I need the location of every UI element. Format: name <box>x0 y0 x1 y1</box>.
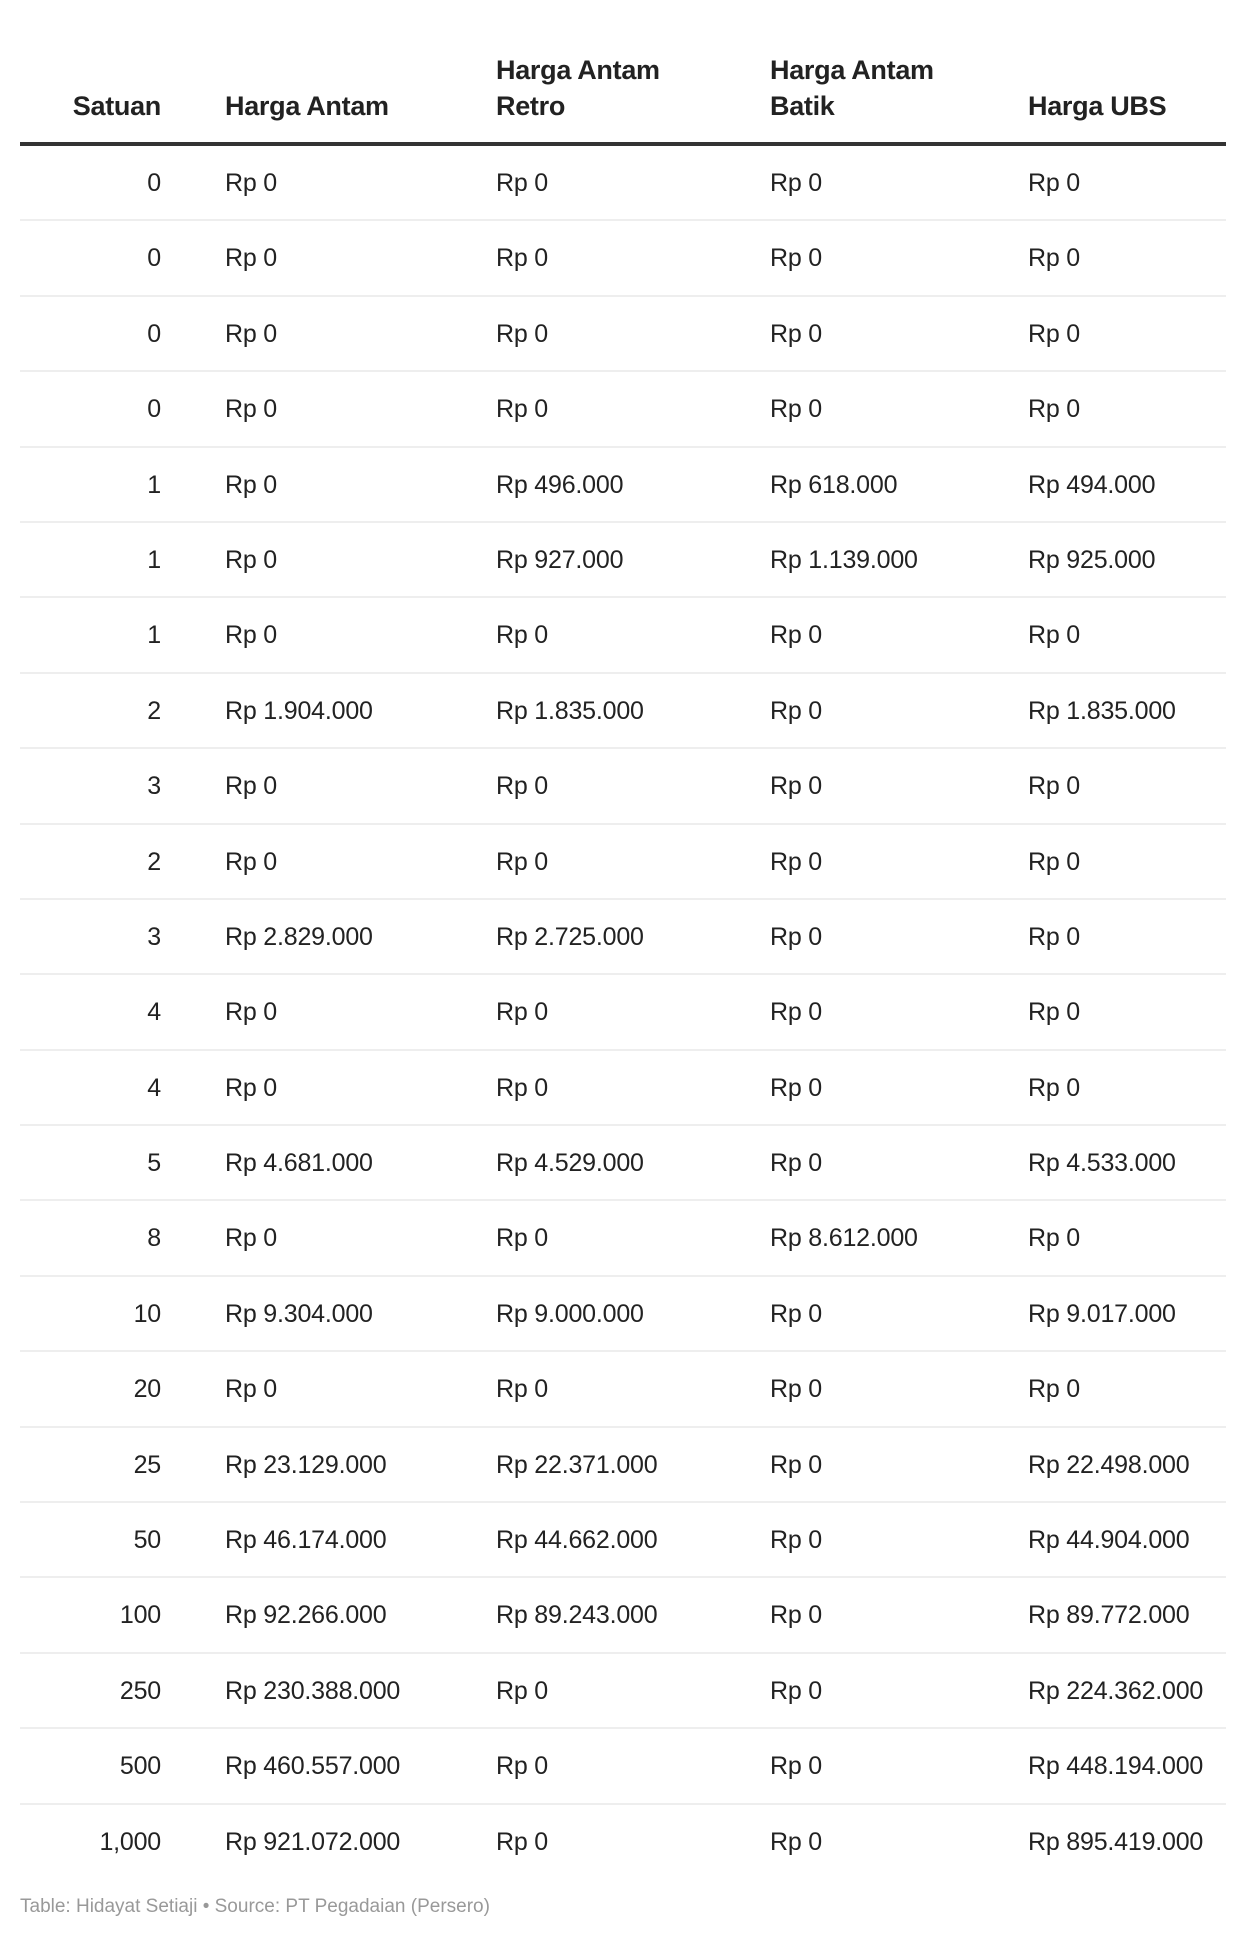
cell-satuan: 0 <box>147 395 161 424</box>
cell-harga-antam-batik: Rp 0 <box>770 922 823 951</box>
cell-satuan: 1 <box>147 621 161 650</box>
cell-harga-antam-retro: Rp 44.662.000 <box>496 1526 658 1555</box>
table-row <box>20 749 1226 824</box>
cell-harga-antam-batik: Rp 0 <box>770 1601 823 1630</box>
cell-satuan: 0 <box>147 244 161 273</box>
cell-harga-antam: Rp 0 <box>225 998 278 1027</box>
cell-harga-antam-retro: Rp 0 <box>496 998 549 1027</box>
table-row <box>20 1201 1226 1276</box>
cell-harga-antam: Rp 92.266.000 <box>225 1601 387 1630</box>
cell-satuan: 2 <box>147 696 161 725</box>
table-row <box>20 1805 1226 1878</box>
cell-harga-ubs: Rp 44.904.000 <box>1028 1526 1190 1555</box>
table-footer-source: Table: Hidayat Setiaji • Source: PT Pegadaian (Persero) <box>20 1896 490 1917</box>
cell-harga-ubs: Rp 1.835.000 <box>1028 696 1176 725</box>
cell-harga-antam-batik: Rp 0 <box>770 319 823 348</box>
cell-harga-antam-retro: Rp 0 <box>496 1752 549 1781</box>
cell-harga-ubs: Rp 0 <box>1028 621 1081 650</box>
cell-harga-antam-retro: Rp 2.725.000 <box>496 922 644 951</box>
cell-satuan: 5 <box>147 1149 161 1178</box>
cell-harga-antam-batik: Rp 0 <box>770 1526 823 1555</box>
cell-satuan: 0 <box>147 169 161 197</box>
cell-harga-antam-batik: Rp 0 <box>770 1073 823 1102</box>
table-row <box>20 297 1226 372</box>
cell-satuan: 4 <box>147 998 161 1027</box>
cell-satuan: 1 <box>147 545 161 574</box>
cell-harga-antam: Rp 460.557.000 <box>225 1752 401 1781</box>
table-row <box>20 221 1226 296</box>
table-row <box>20 674 1226 749</box>
table-row <box>20 1578 1226 1653</box>
cell-harga-antam-retro: Rp 927.000 <box>496 545 624 574</box>
cell-harga-ubs: Rp 0 <box>1028 395 1081 424</box>
header-harga-antam: Harga Antam <box>225 91 389 121</box>
cell-harga-ubs: Rp 0 <box>1028 1073 1081 1102</box>
table-row <box>20 1352 1226 1427</box>
table-row <box>20 146 1226 221</box>
table-row <box>20 1503 1226 1578</box>
cell-harga-ubs: Rp 0 <box>1028 1224 1081 1253</box>
cell-harga-antam: Rp 23.129.000 <box>225 1450 387 1479</box>
cell-harga-antam-batik: Rp 0 <box>770 395 823 424</box>
cell-satuan: 100 <box>119 1601 161 1630</box>
cell-satuan: 250 <box>119 1676 161 1705</box>
cell-harga-ubs: Rp 224.362.000 <box>1028 1676 1204 1705</box>
cell-harga-antam-batik: Rp 0 <box>770 169 823 197</box>
cell-harga-antam: Rp 0 <box>225 621 278 650</box>
cell-harga-antam: Rp 230.388.000 <box>225 1676 401 1705</box>
cell-harga-ubs: Rp 0 <box>1028 922 1081 951</box>
gold-price-table <box>20 0 1226 1878</box>
table-row <box>20 523 1226 598</box>
table-row <box>20 1126 1226 1201</box>
cell-harga-antam-retro: Rp 0 <box>496 1224 549 1253</box>
cell-satuan: 3 <box>147 772 161 801</box>
table-row <box>20 975 1226 1050</box>
cell-harga-antam: Rp 46.174.000 <box>225 1526 387 1555</box>
cell-harga-antam-retro: Rp 9.000.000 <box>496 1299 644 1328</box>
cell-harga-ubs: Rp 0 <box>1028 319 1081 348</box>
cell-harga-antam-batik: Rp 0 <box>770 621 823 650</box>
cell-harga-ubs: Rp 0 <box>1028 772 1081 801</box>
header-satuan: Satuan <box>72 91 161 121</box>
cell-harga-antam: Rp 2.829.000 <box>225 922 373 951</box>
cell-satuan: 2 <box>147 847 161 876</box>
cell-harga-ubs: Rp 494.000 <box>1028 470 1156 499</box>
table-row <box>20 598 1226 673</box>
cell-satuan: 4 <box>147 1073 161 1102</box>
table-row <box>20 372 1226 447</box>
cell-harga-antam-retro: Rp 0 <box>496 244 549 273</box>
cell-harga-antam-retro: Rp 0 <box>496 621 549 650</box>
cell-harga-antam-batik: Rp 8.612.000 <box>770 1224 918 1253</box>
cell-harga-antam-retro: Rp 0 <box>496 169 549 197</box>
table-row <box>20 1654 1226 1729</box>
cell-harga-ubs: Rp 0 <box>1028 1375 1081 1404</box>
cell-harga-ubs: Rp 0 <box>1028 244 1081 273</box>
cell-satuan: 10 <box>133 1299 161 1328</box>
cell-harga-antam-retro: Rp 0 <box>496 319 549 348</box>
cell-satuan: 25 <box>133 1450 161 1479</box>
cell-harga-antam-retro: Rp 496.000 <box>496 470 624 499</box>
cell-harga-antam: Rp 0 <box>225 772 278 801</box>
cell-harga-antam-batik: Rp 0 <box>770 1375 823 1404</box>
cell-harga-antam: Rp 0 <box>225 169 278 197</box>
cell-harga-antam-retro: Rp 22.371.000 <box>496 1450 658 1479</box>
cell-harga-antam: Rp 0 <box>225 1375 278 1404</box>
table-row <box>20 825 1226 900</box>
cell-harga-antam-retro: Rp 1.835.000 <box>496 696 644 725</box>
cell-harga-antam-batik: Rp 1.139.000 <box>770 545 918 574</box>
cell-harga-antam-batik: Rp 0 <box>770 772 823 801</box>
cell-harga-antam-retro: Rp 0 <box>496 1827 549 1856</box>
cell-harga-ubs: Rp 448.194.000 <box>1028 1752 1204 1781</box>
cell-harga-antam: Rp 0 <box>225 395 278 424</box>
cell-harga-ubs: Rp 9.017.000 <box>1028 1299 1176 1328</box>
cell-harga-antam-batik: Rp 0 <box>770 1827 823 1856</box>
cell-harga-antam-batik: Rp 0 <box>770 1299 823 1328</box>
cell-harga-antam-retro: Rp 0 <box>496 1073 549 1102</box>
cell-satuan: 1 <box>147 470 161 499</box>
cell-harga-antam-retro: Rp 0 <box>496 395 549 424</box>
cell-harga-antam-batik: Rp 0 <box>770 1149 823 1178</box>
cell-harga-antam-batik: Rp 0 <box>770 1450 823 1479</box>
cell-satuan: 8 <box>147 1224 161 1253</box>
cell-satuan: 500 <box>119 1752 161 1781</box>
cell-harga-antam: Rp 1.904.000 <box>225 696 373 725</box>
table-row <box>20 1428 1226 1503</box>
cell-harga-antam-batik: Rp 0 <box>770 696 823 725</box>
cell-harga-antam: Rp 0 <box>225 1224 278 1253</box>
cell-harga-ubs: Rp 89.772.000 <box>1028 1601 1190 1630</box>
cell-harga-ubs: Rp 0 <box>1028 847 1081 876</box>
cell-harga-antam: Rp 4.681.000 <box>225 1149 373 1178</box>
table-row <box>20 900 1226 975</box>
cell-harga-antam-batik: Rp 618.000 <box>770 470 898 499</box>
cell-harga-antam: Rp 0 <box>225 545 278 574</box>
table-body <box>20 146 1226 1878</box>
cell-harga-antam-batik: Rp 0 <box>770 1752 823 1781</box>
table-row <box>20 1729 1226 1804</box>
cell-harga-ubs: Rp 925.000 <box>1028 545 1156 574</box>
cell-harga-antam: Rp 0 <box>225 319 278 348</box>
cell-harga-ubs: Rp 22.498.000 <box>1028 1450 1190 1479</box>
cell-harga-antam-batik: Rp 0 <box>770 1676 823 1705</box>
cell-harga-ubs: Rp 895.419.000 <box>1028 1827 1204 1856</box>
cell-harga-antam-retro: Rp 0 <box>496 1676 549 1705</box>
cell-harga-antam: Rp 0 <box>225 1073 278 1102</box>
cell-harga-antam-retro: Rp 0 <box>496 847 549 876</box>
cell-harga-antam-retro: Rp 89.243.000 <box>496 1601 658 1630</box>
cell-harga-antam-batik: Rp 0 <box>770 244 823 273</box>
cell-harga-antam: Rp 0 <box>225 470 278 499</box>
cell-harga-antam: Rp 921.072.000 <box>225 1827 401 1856</box>
cell-harga-antam: Rp 9.304.000 <box>225 1299 373 1328</box>
table-row <box>20 448 1226 523</box>
header-harga-antam-retro: Harga Antam Retro <box>496 55 660 121</box>
cell-harga-ubs: Rp 0 <box>1028 998 1081 1027</box>
cell-harga-antam-batik: Rp 0 <box>770 847 823 876</box>
cell-harga-antam-retro: Rp 0 <box>496 772 549 801</box>
cell-harga-antam-retro: Rp 4.529.000 <box>496 1149 644 1178</box>
table-header <box>20 0 1226 146</box>
header-harga-antam-batik: Harga Antam Batik <box>770 55 934 121</box>
header-harga-ubs: Harga UBS <box>1028 91 1167 121</box>
cell-harga-antam: Rp 0 <box>225 847 278 876</box>
table-row <box>20 1051 1226 1126</box>
cell-harga-ubs: Rp 0 <box>1028 169 1081 197</box>
cell-harga-antam-retro: Rp 0 <box>496 1375 549 1404</box>
cell-harga-antam: Rp 0 <box>225 244 278 273</box>
cell-satuan: 3 <box>147 922 161 951</box>
cell-harga-ubs: Rp 4.533.000 <box>1028 1149 1176 1178</box>
cell-satuan: 50 <box>133 1526 161 1555</box>
cell-satuan: 20 <box>133 1375 161 1404</box>
cell-satuan: 1,000 <box>99 1827 161 1856</box>
cell-harga-antam-batik: Rp 0 <box>770 998 823 1027</box>
cell-satuan: 0 <box>147 319 161 348</box>
table-row <box>20 1277 1226 1352</box>
